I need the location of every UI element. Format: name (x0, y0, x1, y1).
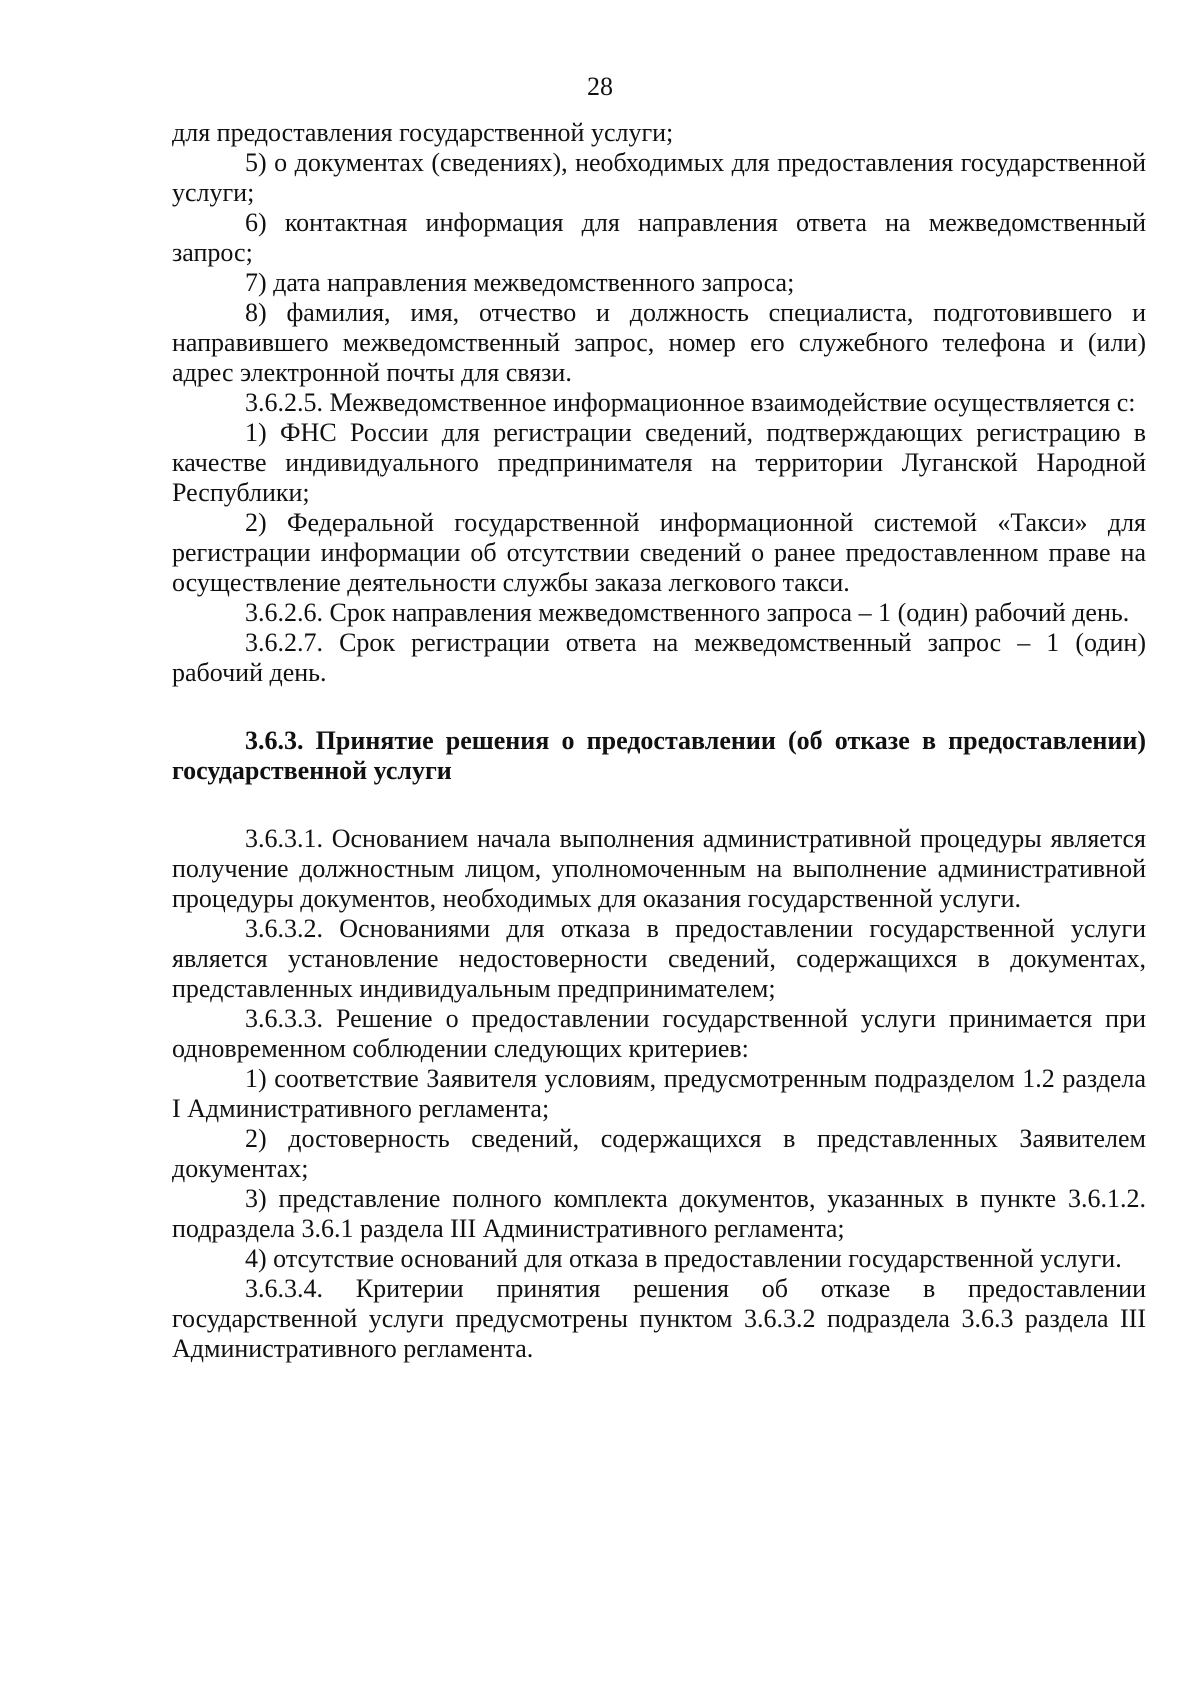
paragraphs-top (172, 118, 1146, 688)
paragraph-p1: для предоставления государственной услуги; (172, 118, 674, 147)
paragraph-q5: 2) достоверность сведений, содержащихся в представленных Заявителем документах; (172, 1124, 1146, 1183)
paragraph-q8: 3.6.3.4. Критерии принятия решения об отказе в предоставлении государственной услуги предусмотрены пунктом 3.6.3.2 подраздела 3.6.3 раздела III Административного регламента. (172, 1274, 1146, 1363)
paragraph-p4: 7) дата направления межведомственного запроса; (245, 268, 795, 297)
section-heading: 3.6.3. Принятие решения о предоставлении (об отказе в предоставлении) государственной услуги (172, 726, 1146, 785)
page-number: 28 (587, 72, 613, 101)
paragraph-p6: 3.6.2.5. Межведомственное информационное взаимодействие осуществляется с: (245, 388, 1136, 417)
paragraph-p3: 6) контактная информация для направления ответа на межведомственный запрос; (172, 208, 1146, 267)
paragraphs-bottom (172, 824, 1146, 1364)
paragraph-p8: 2) Федеральной государственной информационной системой «Такси» для регистрации информации об отсутствии сведений о ранее предоставленном праве на осуществление деятельности службы заказа легкового такси. (172, 508, 1146, 597)
paragraph-q1: 3.6.3.1. Основанием начала выполнения административной процедуры является получение должностным лицом, уполномоченным на выполнение административной процедуры документов, необходимых для оказания государственной услуги. (172, 824, 1146, 913)
paragraph-p9: 3.6.2.6. Срок направления межведомственного запроса – 1 (один) рабочий день. (245, 598, 1130, 627)
paragraph-q3: 3.6.3.3. Решение о предоставлении государственной услуги принимается при одновременном соблюдении следующих критериев: (172, 1004, 1146, 1063)
paragraph-q6: 3) представление полного комплекта документов, указанных в пункте 3.6.1.2. подраздела 3.6.1 раздела III Административного регламента; (172, 1184, 1146, 1243)
document-body (172, 118, 1146, 1364)
paragraph-p10: 3.6.2.7. Срок регистрации ответа на межведомственный запрос – 1 (один) рабочий день. (172, 628, 1146, 687)
paragraph-p7: 1) ФНС России для регистрации сведений, подтверждающих регистрацию в качестве индивидуального предпринимателя на территории Луганской Народной Республики; (172, 418, 1146, 507)
paragraph-q7: 4) отсутствие оснований для отказа в предоставлении государственной услуги. (245, 1244, 1122, 1273)
paragraph-p2: 5) о документах (сведениях), необходимых для предоставления государственной услуги; (172, 148, 1146, 207)
paragraph-p5: 8) фамилия, имя, отчество и должность специалиста, подготовившего и направившего межведомственный запрос, номер его служебного телефона и (или) адрес электронной почты для связи. (172, 298, 1146, 387)
paragraph-q2: 3.6.3.2. Основаниями для отказа в предоставлении государственной услуги является установление недостоверности сведений, содержащихся в документах, представленных индивидуальным предпринимателем; (172, 914, 1146, 1003)
paragraph-q4: 1) соответствие Заявителя условиям, предусмотренным подразделом 1.2 раздела I Административного регламента; (172, 1064, 1146, 1123)
